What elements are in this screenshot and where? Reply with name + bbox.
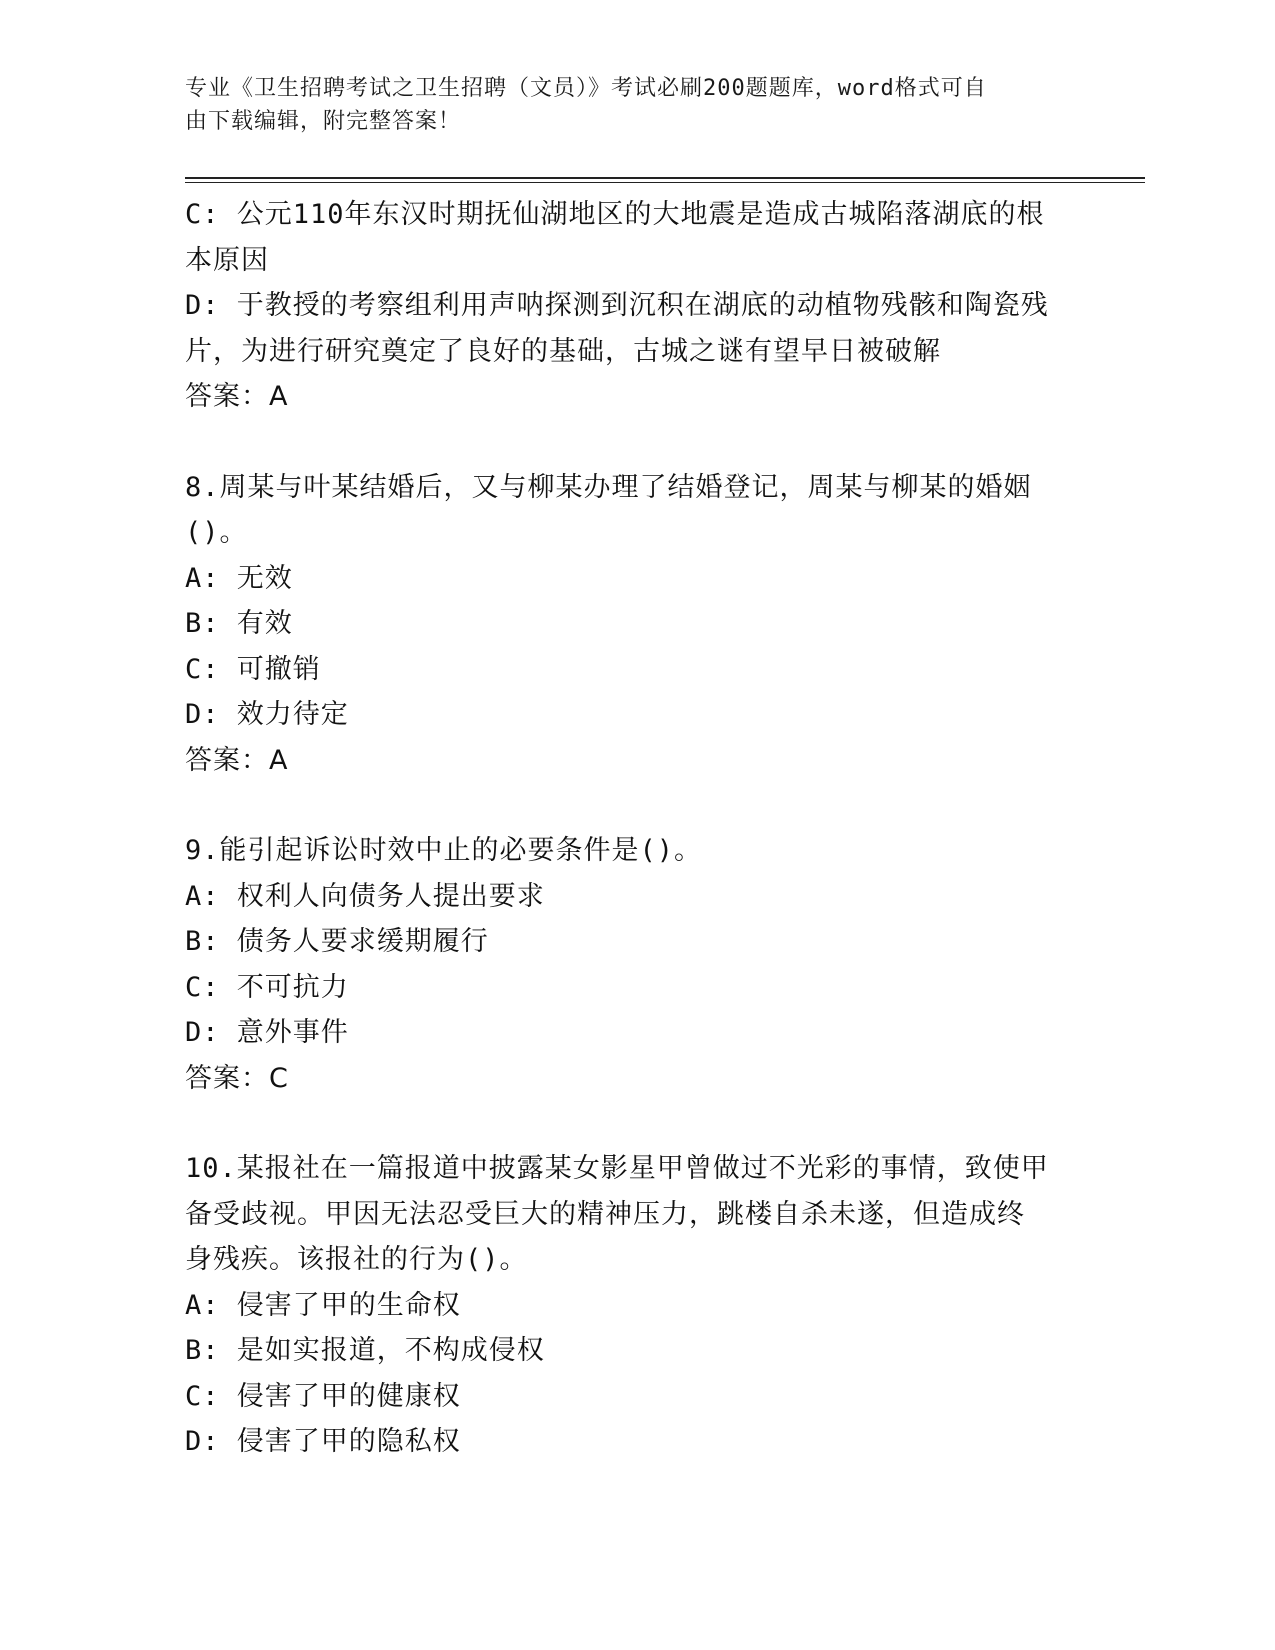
question-stem-continued: 备受歧视。甲因无法忍受巨大的精神压力，跳楼自杀未遂，但造成终	[185, 1198, 1025, 1230]
question-8	[185, 465, 1065, 784]
question-stem: 10.某报社在一篇报道中披露某女影星甲曾做过不光彩的事情，致使甲	[185, 1153, 1049, 1184]
header-line: 由下载编辑，附完整答案！	[185, 109, 462, 134]
question-stem: 9.能引起诉讼时效中止的必要条件是()。	[185, 835, 703, 866]
option-a: A: 权利人向债务人提出要求	[185, 880, 545, 912]
option-b: B: 有效	[185, 608, 293, 639]
option-a: A: 无效	[185, 562, 293, 594]
question-list	[185, 192, 1065, 1465]
document-header	[185, 72, 1065, 138]
header-rule-thin	[185, 182, 1145, 183]
spacer	[185, 1101, 1065, 1146]
answer: 答案：A	[185, 381, 289, 412]
answer: 答案：A	[185, 744, 289, 776]
option-c: C: 可撤销	[185, 653, 321, 685]
question-stem-continued: 身残疾。该报社的行为()。	[185, 1244, 528, 1275]
question-stem-continued: ()。	[185, 517, 248, 548]
question-10	[185, 1146, 1065, 1465]
option-d-continued: 片，为进行研究奠定了良好的基础，古城之谜有望早日被破解	[185, 335, 941, 367]
spacer	[185, 783, 1065, 828]
question-7-tail	[185, 192, 1065, 420]
option-d: D: 意外事件	[185, 1017, 349, 1048]
spacer	[185, 420, 1065, 465]
question-9	[185, 828, 1065, 1101]
option-b: B: 债务人要求缓期履行	[185, 926, 489, 957]
option-d: D: 侵害了甲的隐私权	[185, 1426, 461, 1457]
option-a: A: 侵害了甲的生命权	[185, 1289, 461, 1321]
option-b: B: 是如实报道，不构成侵权	[185, 1335, 545, 1366]
option-c: C: 不可抗力	[185, 971, 349, 1003]
option-d: D: 效力待定	[185, 699, 349, 730]
answer: 答案：C	[185, 1062, 289, 1094]
option-c: C: 侵害了甲的健康权	[185, 1380, 461, 1412]
header-line: 专业《卫生招聘考试之卫生招聘（文员）》考试必刷200题题库，word格式可自	[185, 76, 987, 101]
option-d: D: 于教授的考察组利用声呐探测到沉积在湖底的动植物残骸和陶瓷残	[185, 290, 1049, 321]
header-rule-thick	[185, 177, 1145, 179]
option-c: C: 公元110年东汉时期抚仙湖地区的大地震是造成古城陷落湖底的根	[185, 199, 1045, 230]
question-stem: 8.周某与叶某结婚后，又与柳某办理了结婚登记，周某与柳某的婚姻	[185, 471, 1032, 503]
option-c-continued: 本原因	[185, 244, 269, 276]
